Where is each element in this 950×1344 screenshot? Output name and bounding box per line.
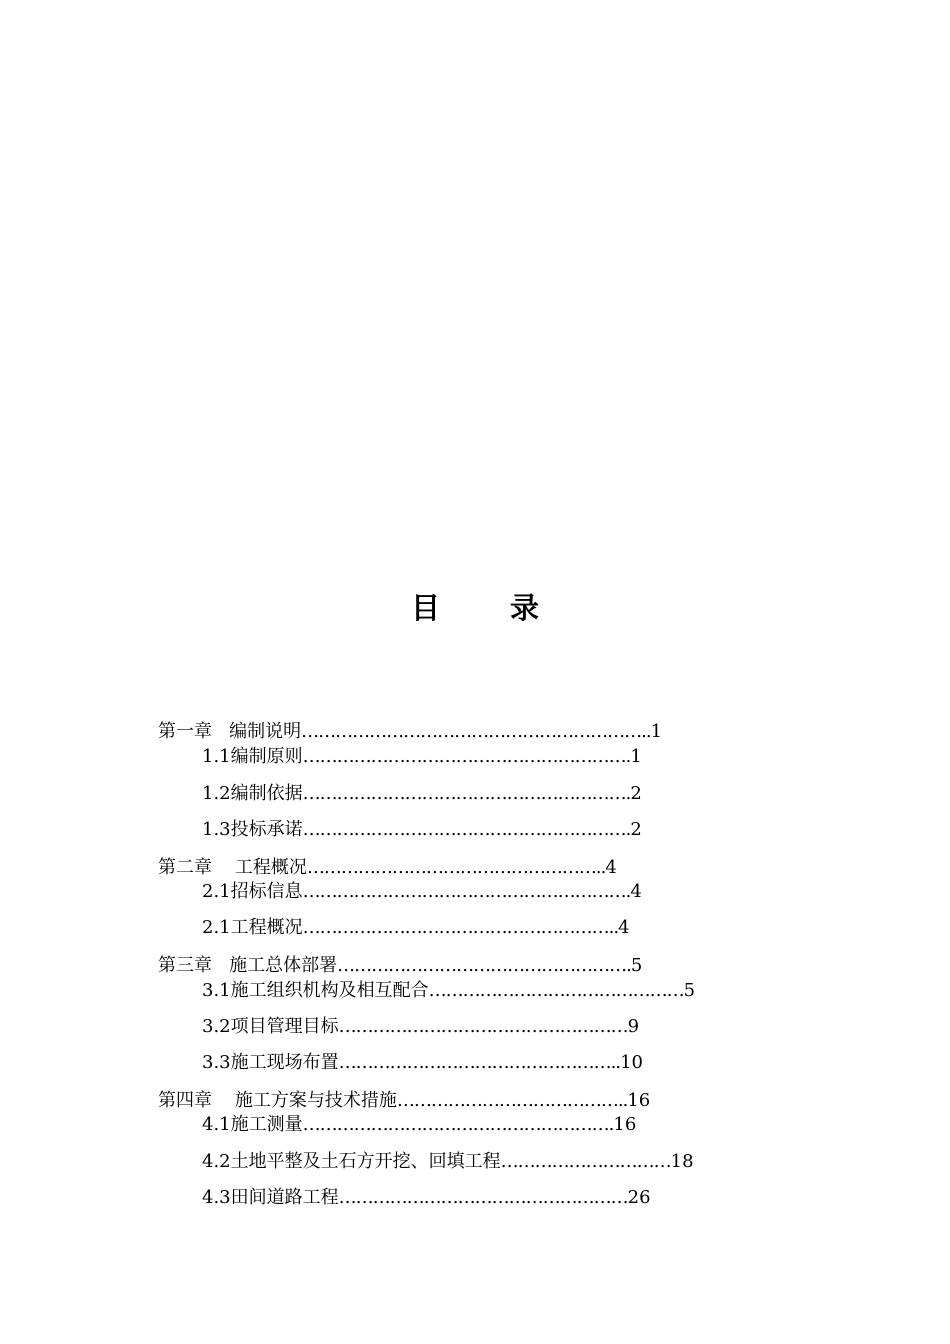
toc-leader: …………………………………………………. [302, 746, 631, 767]
toc-leader: ………………………………………………. [302, 1114, 614, 1135]
toc-page-number: 1 [630, 746, 642, 767]
toc-page-number: 16 [613, 1114, 637, 1135]
toc-entry-1-1 [202, 745, 762, 769]
toc-page-number: 9 [627, 1016, 640, 1037]
toc-leader: …………………………………………… [338, 1187, 628, 1208]
toc-entry-label: 4.1施工测量 [202, 1114, 303, 1135]
toc-entry-4-3 [202, 1186, 762, 1210]
toc-page-number: 2 [630, 819, 642, 840]
toc-leader: …………………………………………………. [302, 881, 631, 902]
toc-leader: ………………………… [500, 1151, 671, 1172]
toc-entry-label: 1.3投标承诺 [202, 819, 303, 840]
toc-entry-3-3 [202, 1051, 762, 1075]
toc-entry-2-1 [202, 880, 762, 904]
toc-entry-1-3 [202, 818, 762, 842]
toc-leader: ……………………………………………….. [302, 917, 619, 938]
toc-entry-label: 第二章 工程概况 [158, 857, 307, 878]
toc-entry-3-2 [202, 1015, 762, 1039]
toc-entry-chapter-4 [158, 1089, 758, 1113]
toc-entry-label: 3.3施工现场布置 [202, 1052, 339, 1073]
toc-leader: ………………………………………….. [338, 1052, 621, 1073]
toc-entry-label: 第一章 编制说明 [158, 721, 302, 742]
toc-page-number: 4 [630, 881, 642, 902]
toc-entry-chapter-3 [158, 954, 758, 978]
toc-leader: …………………………………………………….. [301, 721, 651, 742]
toc-entry-label: 4.2土地平整及土石方开挖、回填工程 [202, 1151, 501, 1172]
toc-entry-3-1 [202, 979, 762, 1003]
toc-leader: …………………………………………………. [302, 783, 631, 804]
toc-entry-label: 4.3田间道路工程 [202, 1187, 339, 1208]
toc-entry-label: 第四章 施工方案与技术措施 [158, 1090, 397, 1111]
toc-entry-1-2 [202, 782, 762, 806]
toc-title: 目 录 [410, 591, 570, 625]
toc-page-number: 10 [620, 1052, 643, 1073]
toc-page-number: 5 [683, 980, 696, 1001]
toc-entry-chapter-1 [158, 720, 758, 744]
toc-leader: ………………………………….. [396, 1090, 628, 1111]
toc-entry-4-2 [202, 1150, 762, 1174]
toc-entry-label: 1.1编制原则 [202, 746, 303, 767]
toc-page-number: 4 [605, 857, 617, 878]
toc-entry-chapter-2 [158, 856, 758, 880]
toc-page-number: 16 [627, 1090, 651, 1111]
toc-entry-label: 3.1施工组织机构及相互配合 [202, 980, 429, 1001]
toc-page-number: 18 [670, 1151, 694, 1172]
toc-page-number: 1 [650, 721, 663, 742]
toc-page-number: 2 [630, 783, 642, 804]
toc-entry-label: 2.1招标信息 [202, 881, 303, 902]
toc-entry-2-2 [202, 916, 762, 940]
toc-page-number: 26 [627, 1187, 651, 1208]
toc-page-number: 4 [618, 917, 630, 938]
toc-page-number: 5 [630, 955, 643, 976]
toc-entry-label: 1.2编制依据 [202, 783, 303, 804]
toc-leader: …………………………………………………. [302, 819, 631, 840]
toc-leader: …………………………………………… [338, 1016, 628, 1037]
toc-leader: ……………………………………………. [337, 955, 631, 976]
toc-leader: ……………………………………… [428, 980, 684, 1001]
toc-leader: …………………………………………….. [306, 857, 606, 878]
toc-entry-label: 3.2项目管理目标 [202, 1016, 339, 1037]
toc-entry-label: 2.1工程概况 [202, 917, 303, 938]
toc-entry-label: 第三章 施工总体部署 [158, 955, 338, 976]
toc-entry-4-1 [202, 1113, 762, 1137]
